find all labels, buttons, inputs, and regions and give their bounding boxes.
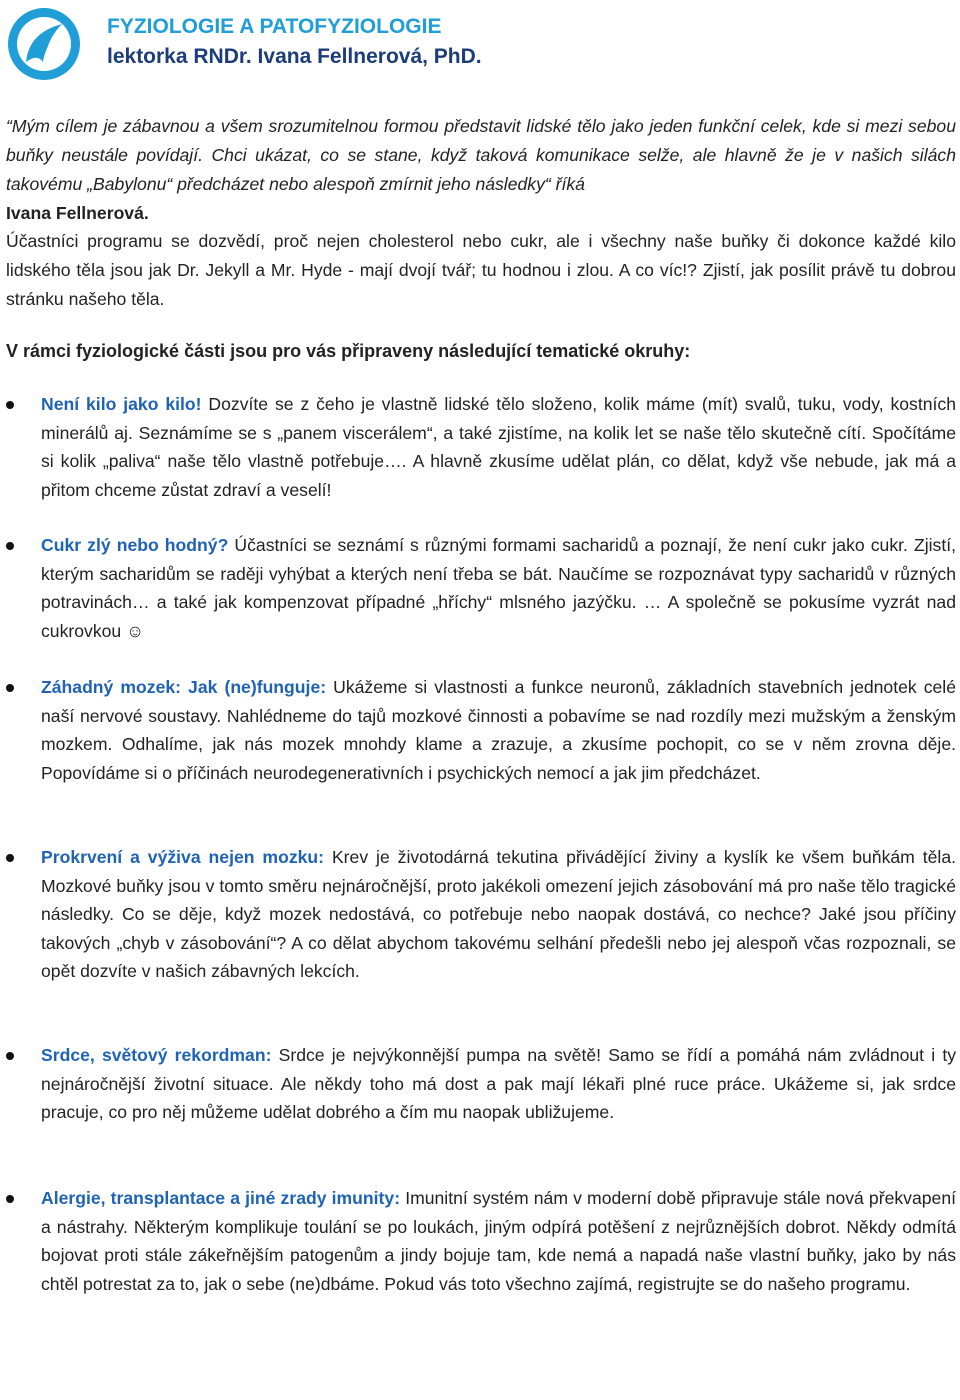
topic-text (41, 390, 956, 504)
topic-body: Imunitní systém nám v moderní době připravuje stále nová překvapení a nástrahy. Některým komplikuje toulání se po loukách, jiným odpírá potěšení z nejrůznějších dobrot. Někdy odmítá bojovat proti stále zákeřnějším patogenům a jindy bojuje tam, kde nemá a napadá naše vlastní buňky, jako by nás chtěl potrestat za to, jak o sebe (ne)dbáme. Pokud vás toto všechno zajímá, registrujte se do našeho programu. (41, 1188, 956, 1294)
header-subtitle: lektorka RNDr. Ivana Fellnerová, PhD. (107, 45, 482, 68)
topic-body: Krev je životodárná tekutina přivádějící živiny a kyslík ke všem buňkám těla. Mozkové buňky jsou v tomto směru nejnáročnější, proto jakékoli omezení jejich zásobování má pro naše tělo tragické následky. Co se děje, když mozek nedostává, co potřebuje nebo naopak dostává, co nechce? Jaké jsou příčiny takových „chyb v zásobování“? A co dělat abychom takovému selhání předešli nebo jej alespoň včas rozpoznali, se opět dozvíte v našich zábavných lekcích. (41, 847, 956, 981)
topic-title: Cukr zlý nebo hodný? (41, 535, 229, 555)
topic-title: Alergie, transplantace a jiné zrady imunity: (41, 1188, 401, 1208)
topic-text (41, 1184, 956, 1298)
bullet-icon (6, 1195, 14, 1203)
topic-title: Není kilo jako kilo! (41, 394, 202, 414)
topic-title: Prokrvení a výživa nejen mozku: (41, 847, 325, 867)
topic-title: Srdce, světový rekordman: (41, 1045, 272, 1065)
topic-body: Dozvíte se z čeho je vlastně lidské tělo složeno, kolik máme (mít) svalů, tuku, vody, kostních minerálů aj. Seznámíme se s „panem viscerálem“, a také zjistíme, na kolik let se naše tělo skutečně cítí. Spočítáme si kolik „paliva“ naše tělo vlastně potřebuje…. A hlavně zkusíme udělat plán, co dělat, když vše nebude, jak má a přitom chceme zůstat zdraví a veselí! (41, 394, 956, 500)
topic-body: Účastníci se seznámí s různými formami sacharidů a poznají, že není cukr jako cukr. Zjistí, kterým sacharidům se raději vyhýbat a kterých není třeba se bát. Naučíme se rozpoznávat typy sacharidů v různých potravinách… a také jak kompenzovat případné „hříchy“ mlsného jazýčku. … A společně se pokusíme vyzrát nad cukrovkou ☺ (41, 535, 957, 641)
intro-paragraph: Účastníci programu se dozvědí, proč nejen cholesterol nebo cukr, ale i všechny naše buňky či dokonce každé kilo lidského těla jsou jak Dr. Jekyll a Mr. Hyde - mají dvojí tvář; tu hodnou i zlou. A co víc!? Zjistí, jak posílit právě tu dobrou stránku našeho těla. (6, 231, 956, 309)
bullet-icon (6, 401, 14, 409)
topic-body: Srdce je nejvýkonnější pumpa na světě! Samo se řídí a pomáhá nám zvládnout i ty nejnáročnější životní situace. Ale někdy toho má dost a pak mají lékaři plné ruce práce. Ukážeme si, jak srdce pracuje, co pro něj můžeme udělat dobrého a čím mu naopak ubližujeme. (41, 1045, 956, 1122)
intro-quote-block (6, 112, 956, 228)
topic-text (41, 673, 956, 787)
intro-author: Ivana Fellnerová. (6, 203, 149, 223)
bullet-icon (6, 684, 14, 692)
logo-icon (6, 6, 82, 82)
topic-text (41, 1041, 956, 1127)
topic-title: Záhadný mozek: Jak (ne)funguje: (41, 677, 327, 697)
bullet-icon (6, 854, 14, 862)
topic-body: Ukážeme si vlastnosti a funkce neuronů, základních stavebních jednotek celé naší nervové soustavy. Nahlédneme do tajů mozkové činnosti a pobavíme se nad rozdíly mezi mužským a ženským mozkem. Odhalíme, jak nás mozek mnohdy klame a zrazuje, a zkusíme pochopit, co se v něm zrovna děje. Popovídáme si o příčinách neurodegenerativních i psychických nemocí a jak jim předcházet. (41, 677, 956, 783)
topic-text (41, 843, 956, 986)
bullet-icon (6, 542, 14, 550)
header-title: FYZIOLOGIE A PATOFYZIOLOGIE (107, 15, 442, 38)
bullet-icon (6, 1052, 14, 1060)
section-heading: V rámci fyziologické části jsou pro vás připraveny následující tematické okruhy: (6, 341, 691, 361)
topic-text (41, 531, 956, 645)
intro-quote: “Mým cílem je zábavnou a všem srozumitelnou formou představit lidské tělo jako jeden funkční celek, kde si mezi sebou buňky neustále povídají. Chci ukázat, co se stane, když taková komunikace selže, ale hlavně že je v našich silách takovému „Babylonu“ předcházet nebo alespoň zmírnit jeho následky“ říká (6, 116, 956, 194)
